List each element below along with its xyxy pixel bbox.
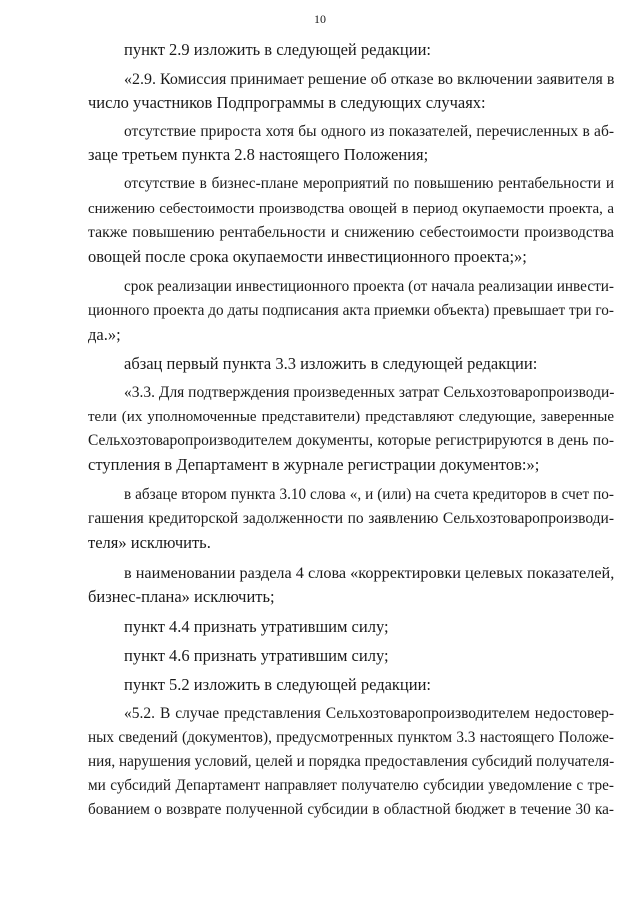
text-line: ционного проекта до даты подписания акта приемки объекта) превышает три го-	[88, 302, 614, 319]
text-line: бованием о возврате полученной субсидии в областной бюджет в течение 30 ка-	[88, 801, 614, 818]
text-line: ных сведений (документов), предусмотренных пунктом 3.3 настоящего Положе-	[88, 729, 614, 746]
text-line: бизнес-плана» исключить;	[88, 587, 275, 606]
text-line: снижению себестоимости производства овощей в период окупаемости проекта, а	[88, 201, 614, 217]
text-line: отсутствие в бизнес-плане мероприятий по повышению рентабельности и	[124, 175, 614, 192]
text-line: пункт 4.4 признать утратившим силу;	[124, 617, 389, 636]
text-line: пункт 5.2 изложить в следующей редакции:	[124, 675, 432, 694]
text-line: ми субсидий Департамент направляет получателю субсидии уведомление с тре-	[88, 777, 614, 794]
text-line: тели (их уполномоченные представители) представляют следующие, заверенные	[88, 409, 614, 425]
text-line: заце третьем пункта 2.8 настоящего Положения;	[88, 145, 429, 164]
text-line: отсутствие прироста хотя бы одного из показателей, перечисленных в аб-	[124, 123, 614, 140]
text-line: «3.3. Для подтверждения произведенных затрат Сельхозтоваропроизводи-	[124, 384, 615, 401]
text-line: также повышению рентабельности и снижению себестоимости производства	[88, 224, 614, 241]
text-line: теля» исключить.	[88, 533, 211, 552]
text-line: гашения кредиторской задолженности по заявлению Сельхозтоваропроизводи-	[88, 510, 614, 527]
text-line: в абзаце втором пункта 3.10 слова «, и (или) на счета кредиторов в счет по-	[124, 486, 614, 503]
page-number: 10	[314, 12, 326, 26]
text-line: абзац первый пункта 3.3 изложить в следующей редакции:	[124, 354, 538, 373]
text-line: овощей после срока окупаемости инвестиционного проекта;»;	[88, 247, 527, 266]
text-line: да.»;	[88, 325, 121, 344]
text-line: в наименовании раздела 4 слова «корректировки целевых показателей,	[124, 564, 615, 582]
text-line: пункт 2.9 изложить в следующей редакции:	[124, 40, 432, 59]
text-line: ступления в Департамент в журнале регистрации документов:»;	[88, 455, 540, 474]
text-line: Сельхозтоваропроизводителем документы, которые регистрируются в день по-	[88, 432, 614, 449]
text-line: «2.9. Комиссия принимает решение об отказе во включении заявителя в	[124, 71, 615, 88]
text-line: «5.2. В случае представления Сельхозтоваропроизводителем недостовер-	[124, 705, 614, 722]
text-line: число участников Подпрограммы в следующих случаях:	[88, 93, 486, 112]
text-line: ния, нарушения условий, целей и порядка предоставления субсидий получателя-	[88, 753, 615, 770]
text-line: пункт 4.6 признать утратившим силу;	[124, 646, 389, 665]
text-line: срок реализации инвестиционного проекта (от начала реализации инвести-	[124, 278, 614, 295]
